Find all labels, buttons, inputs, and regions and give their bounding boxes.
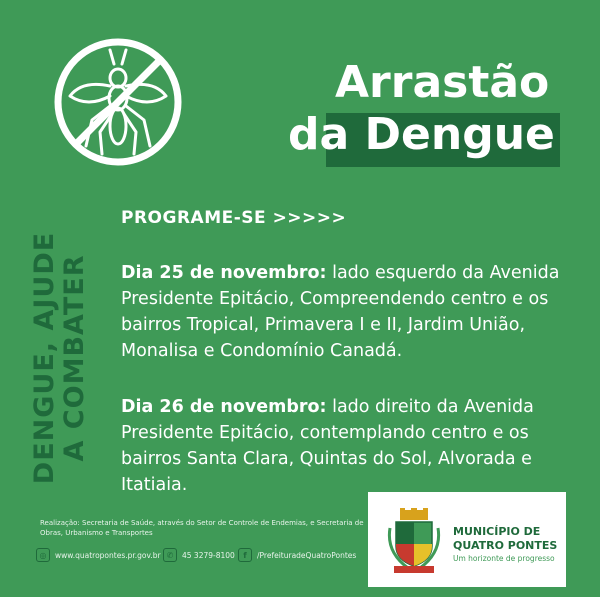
title-line-1: Arrastão [335,57,550,108]
side-slogan-line-1: DENGUE, AJUDE [29,231,60,485]
credits: Realização: Secretaria de Saúde, através do Setor de Controle de Endemias, e Secretaria de Obras, Urbanismo e Transportes [40,519,364,537]
side-slogan [30,229,90,487]
day-1-text: lado esquerdo da Avenida Presidente Epitácio, Compreendendo centro e os bairros Tropical, Primavera I e II, Jardim União, Monalisa e Condomínio Canadá. [121,263,560,361]
day-1-date: Dia 25 de novembro: [121,263,327,283]
facebook-icon: f [238,548,252,562]
footer-facebook[interactable] [238,548,356,562]
title-line-2: da Dengue [288,109,555,160]
municipality-line-1: MUNICÍPIO DE [453,525,541,538]
programe-heading: PROGRAME-SE >>>>> [121,208,347,228]
schedule-day-2 [121,394,561,498]
phone-text: 45 3279-8100 [182,550,235,560]
municipality-tagline: Um horizonte de progresso [453,554,555,563]
coat-of-arms-icon [386,508,442,574]
side-slogan-line-2: A COMBATER [59,254,90,462]
municipality-logo [368,492,566,587]
facebook-text: /PrefeituradeQuatroPontes [257,550,357,560]
municipality-name [453,525,557,553]
phone-icon: ✆ [163,548,177,562]
day-2-date: Dia 26 de novembro: [121,397,327,417]
municipality-line-2: QUATRO PONTES [453,539,558,552]
schedule-day-1 [121,260,561,364]
web-icon: ◎ [36,548,50,562]
no-mosquito-icon [52,36,184,168]
website-text: www.quatropontes.pr.gov.br [55,550,161,560]
footer-website[interactable] [36,548,161,562]
day-2-text: lado direito da Avenida Presidente Epitácio, contemplando centro e os bairros Santa Clara, Quintas do Sol, Alvorada e Itatiaia. [121,397,534,495]
footer-phone[interactable] [163,548,235,562]
